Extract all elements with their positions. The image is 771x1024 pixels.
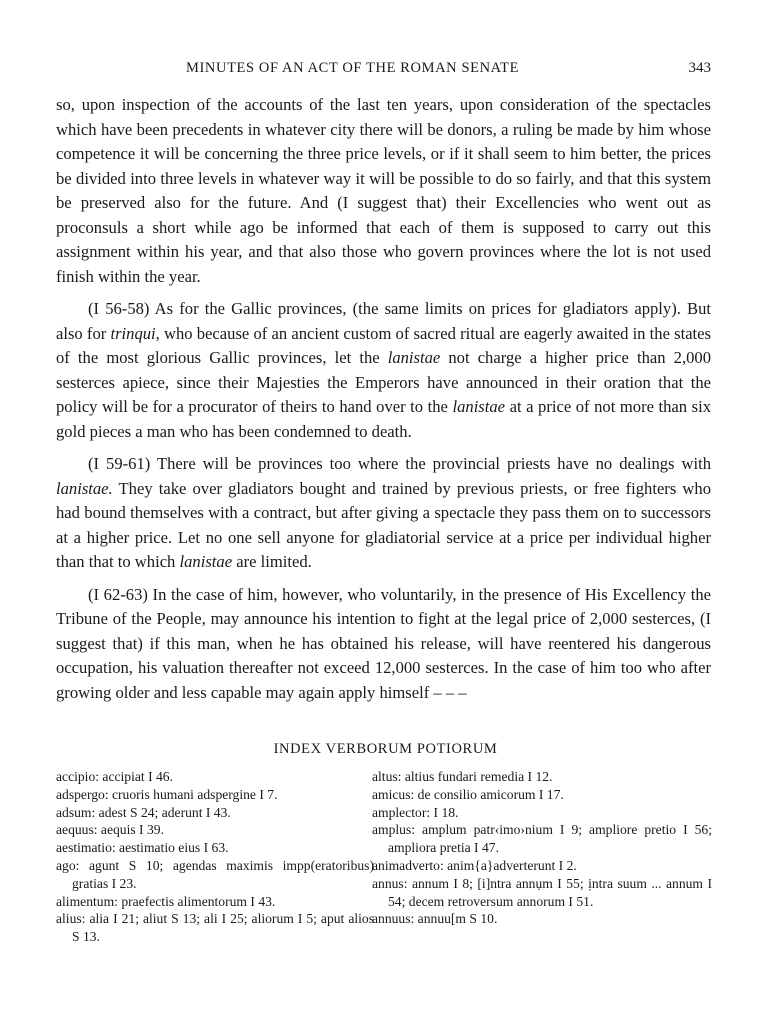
index-entry: altus: altius fundari remedia I 12.	[372, 769, 553, 784]
paragraph-4: (I 62-63) In the case of him, however, who voluntarily, in the presence of His Excellency the Tribune of the People, may announce his intention to fight at the legal price of 2,000 sesterces, (I suggest that) if this man, when he has obtained his release, will have reentered his dangerous occupation, his valuation thereafter not exceed 12,000 sesterces. In the case of him too who after growing older and less capable may again apply himself – – –	[56, 584, 711, 702]
page-header	[56, 60, 711, 80]
index-heading: INDEX VERBORUM POTIORUM	[273, 741, 498, 757]
index-entry: ago: agunt S 10; agendas maximis impp(eratoribus) gratias I 23.	[56, 857, 374, 891]
index-entry: amicus: de consilio amicorum I 17.	[372, 786, 564, 802]
index-entry: annus: annum I 8; [i]ntra annụm I 55; ịntra suum ... annum I 54; decem retroversum annorum I 51.	[372, 875, 712, 909]
body-text	[56, 93, 711, 713]
index-entry: annuus: annuu[m S 10.	[372, 911, 498, 927]
index-entry: aequus: aequis I 39.	[56, 822, 164, 838]
running-title: MINUTES OF AN ACT OF THE ROMAN SENATE	[186, 60, 520, 76]
page-number: 343	[688, 60, 711, 76]
paragraph-3-text: are limited.	[232, 552, 312, 571]
index-entry: alimentum: praefectis alimentorum I 43.	[56, 893, 276, 909]
paragraph-2-text: not charge a higher price than 2,000 sesterces apiece, since their Majesties the Emperors have announced in their oration that the policy will be for a procurator of theirs to hand over to the	[56, 348, 711, 416]
paragraph-3	[56, 452, 711, 575]
paragraph-3-text: They take over gladiators bought and trained by previous priests, or free fighters who had bound themselves with a contract, but after giving a spectacle they pass them on to successors at a higher price. Let no one sell anyone for gladiatorial service at a price per individual higher than that to which	[56, 478, 711, 571]
paragraph-2-text: (I 56-58) As for the Gallic provinces, (the same limits on prices for gladiators apply). But also for	[56, 299, 711, 343]
term-lanistae: lanistae	[179, 552, 233, 571]
index-entry: amplus: amplum patr‹imo›nium I 9; ampliore pretio I 56; ampliora pretia I 47.	[372, 822, 712, 856]
index-entry: aestimatio: aestimatio eius I 63.	[56, 840, 229, 856]
index-entry: accipio: accipiat I 46.	[56, 769, 174, 784]
term-lanistae: lanistae	[387, 348, 441, 367]
term-lanistae: lanistae.	[56, 478, 113, 498]
paragraph-2-text: , who because of an ancient custom of sacred ritual are eagerly awaited in the states of the most glorious Gallic provinces, let the	[56, 323, 711, 367]
paragraph-2-text: at a price of not more than six gold pieces a man who has been condemned to death.	[56, 397, 712, 441]
term-lanistae: lanistae	[452, 397, 506, 416]
index-entry: adspergo: cruoris humani adspergine I 7.	[56, 786, 278, 802]
paragraph-3-text: (I 59-61) There will be provinces too where the provincial priests have no dealings with	[88, 454, 711, 473]
paragraph-2	[56, 297, 711, 444]
index-entry: animadverto: anim{a}adverterunt I 2.	[372, 857, 577, 873]
index-entry: adsum: adest S 24; aderunt I 43.	[56, 804, 231, 820]
index-column-right	[372, 768, 712, 928]
paragraph-1: so, upon inspection of the accounts of the last ten years, upon consideration of the spectacles which have been precedents in whatever city there will be donors, a ruling be made by him whose competence it will be concerning the three price levels, or if it shall seem to him better, the prices be divided into three levels in whatever way it will be possible to do so fairly, and that this system be preserved also for the future. And (I suggest that) their Excellencies who went out as proconsuls a short while ago be informed that each of them is supposed to carry out this assignment within his year, and that also those who govern provinces where the lot is not used finish within the year.	[56, 95, 711, 286]
index-column-left	[56, 768, 374, 946]
index-entry: alius: alia I 21; aliut S 13; ali I 25; aliorum I 5; aput alios S 13.	[56, 911, 374, 945]
index-entry: amplector: I 18.	[372, 804, 459, 820]
term-trinqui: trinqui	[110, 323, 156, 343]
